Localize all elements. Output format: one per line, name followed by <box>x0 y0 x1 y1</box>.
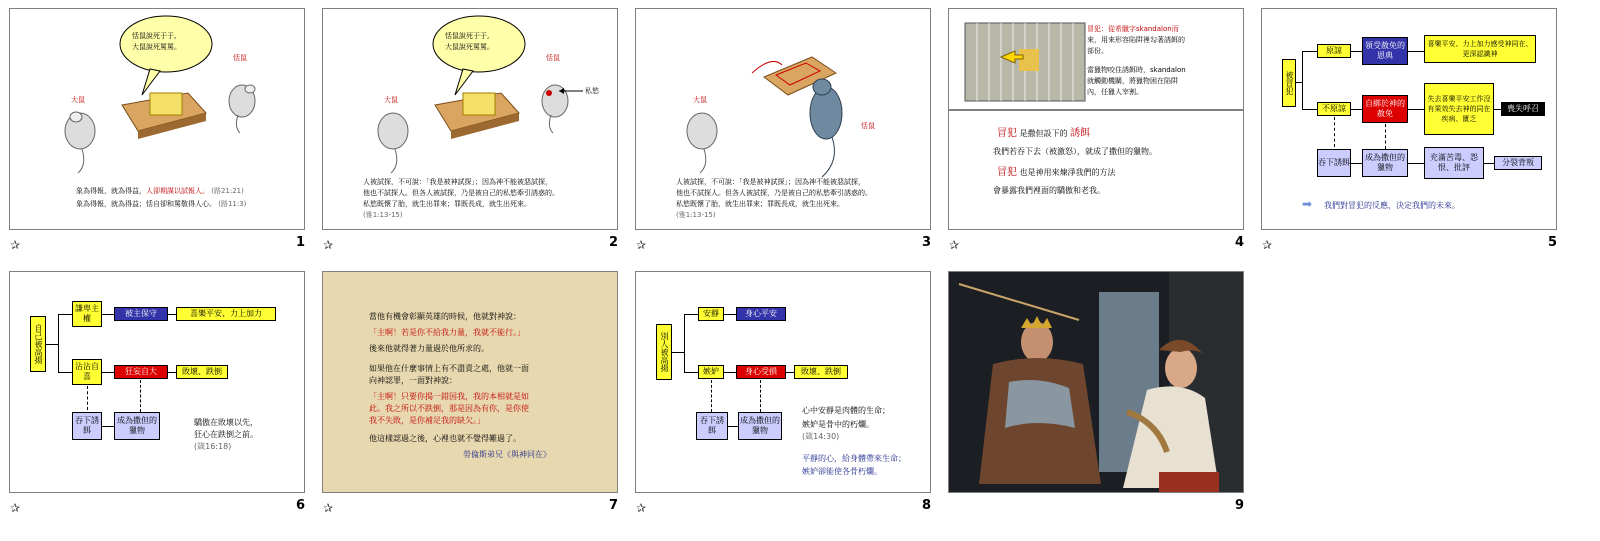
quote-ref: (箴16:18) <box>194 442 232 451</box>
label-big-mouse: 大鼠 <box>693 96 707 104</box>
intro-line-3: 部份。 <box>1087 47 1108 55</box>
quote-line-2: 狂心在跌倒之前。 <box>194 430 258 439</box>
point-1-detail: 我們若吞下去（被激怒），就成了撒但的獵物。 <box>993 147 1157 156</box>
slide-1-star-icon[interactable]: ✰ <box>10 238 21 252</box>
slide-5-number: 5 <box>1547 235 1557 250</box>
node-quiet: 安靜 <box>698 307 724 321</box>
node-split: 分裂背叛 <box>1494 156 1542 170</box>
node-body-peace: 身心平安 <box>736 307 786 321</box>
label-big-mouse: 大鼠 <box>71 96 85 104</box>
node-swallow-bait: 吞下誘餌 <box>1317 149 1351 177</box>
node-self-exalted: 自己被高揚 <box>30 316 46 372</box>
bubble-line-2: 大鼠說死罵罵。 <box>445 43 494 51</box>
slide-2[interactable] <box>322 8 618 230</box>
node-joy: 喜樂平安、力上加力感受神同在、更深認識神 <box>1424 35 1536 63</box>
node-kept: 被主保守 <box>114 307 168 321</box>
node-lose-calling: 喪失呼召 <box>1501 102 1545 116</box>
node-become-prey: 成為撒但的獵物 <box>114 412 160 440</box>
verse-line-3: 私慾既懷了胎，就生出罪來；罪既長成，就生出死來。 <box>363 200 531 208</box>
text-line-2: 「主啊！若是你不給我力量，我就不能行。」 <box>369 328 525 337</box>
node-humble: 謙卑主權 <box>72 301 102 327</box>
quote-ref: (箴14:30) <box>802 432 840 441</box>
verse-line-2: 象為得報，就為得益；恬自卻和罵敬得人心。 (路11:3) <box>76 200 247 208</box>
slide-1-number: 1 <box>295 235 305 250</box>
intro-line-4: 當獵物咬住誘餌時，skandalon <box>1087 66 1186 74</box>
slide-5[interactable] <box>1261 8 1557 230</box>
point-1: 冒犯 是撒但設下的 誘餌 <box>997 128 1091 139</box>
point-2: 冒犯 也是神用來煉淨我們的方法 <box>997 167 1116 178</box>
slide-5-panel[interactable] <box>1261 8 1561 254</box>
verse-ref: (雅1:13-15) <box>363 211 403 219</box>
verse-ref: (雅1:13-15) <box>676 211 716 219</box>
big-mouse-icon <box>378 113 408 173</box>
node-fall: 敗壞、跌倒 <box>176 365 228 379</box>
slide-9-panel[interactable] <box>948 271 1248 517</box>
slide-3-star-icon[interactable]: ✰ <box>636 238 647 252</box>
slide-4-star-icon[interactable]: ✰ <box>949 238 960 252</box>
verse-line-3: 私慾既懷了胎，就生出罪來；罪既長成，就生出死來。 <box>676 200 844 208</box>
slide-8[interactable] <box>635 271 931 493</box>
node-unforgive: 不原諒 <box>1317 102 1351 116</box>
slide-2-panel[interactable] <box>322 8 622 254</box>
point-2-detail: 會暴露我們裡面的驕傲和老我。 <box>993 186 1105 195</box>
node-become-prey: 成為撒但的獵物 <box>1362 149 1408 177</box>
intro-line-6: 內，任獵人宰割。 <box>1087 88 1143 96</box>
text-line-1: 當他有機會彰顯英雄的時候，他就對神說： <box>369 312 521 321</box>
node-offended: 被冒犯 <box>1282 59 1296 107</box>
text-line-3: 後來他就得著力量過於他所求的。 <box>369 344 489 353</box>
node-complacent: 沾沾自喜 <box>72 359 102 385</box>
slide-3[interactable] <box>635 8 931 230</box>
quote-line-1: 心中安靜是肉體的生命； <box>802 406 890 415</box>
verse-line-1: 象為得報，就為得益，人卻期謀以試報人。 (路21:21) <box>76 187 244 195</box>
node-swallow-bait: 吞下誘餌 <box>696 412 728 440</box>
verse-line-2: 他也不試探人。但各人被試探，乃是被自己的私慾牽引誘惑的。 <box>676 189 872 197</box>
slide-1-panel[interactable] <box>9 8 309 254</box>
slide-9-number: 9 <box>1234 498 1244 513</box>
slide-6-panel[interactable] <box>9 271 309 517</box>
slide-6-number: 6 <box>295 498 305 513</box>
node-other-exalted: 別人被高揚 <box>656 324 672 380</box>
node-lose: 失去喜樂平安工作沒有果效失去神的同在疾病、匱乏 <box>1424 83 1494 135</box>
node-self-bind: 自綁於神的赦免 <box>1362 95 1408 123</box>
text-line-9: 他這樣認過之後，心裡也就不覺得難過了。 <box>369 434 521 443</box>
bubble-line-1: 恬鼠說死于于, <box>132 32 177 40</box>
label-small-mouse: 恬鼠 <box>861 122 875 130</box>
bubble-line-1: 恬鼠說死于于, <box>445 32 490 40</box>
verse-line-1: 人被試探，不可說：「我是被神試探」；因為神不能被惡試探， <box>363 178 552 186</box>
node-arrogant: 狂妄自大 <box>114 365 168 379</box>
arrow-right-icon: ➡ <box>1302 197 1313 211</box>
label-small-mouse: 恬鼠 <box>233 54 247 62</box>
quote-line-3: 平靜的心，給身體帶來生命； <box>802 454 906 463</box>
intro-line-2: 來，用來形容陷阱裡勾著誘餌的 <box>1087 36 1185 44</box>
slide-3-panel[interactable] <box>635 8 935 254</box>
node-joy: 喜樂平安、力上加力 <box>176 307 276 321</box>
node-become-prey: 成為撒但的獵物 <box>738 412 782 440</box>
small-mouse-icon <box>229 85 255 133</box>
node-fall: 敗壞、跌倒 <box>794 365 848 379</box>
node-bitterness: 充滿苦毒、怨恨、批評 <box>1424 147 1484 179</box>
small-mouse-icon <box>542 85 568 133</box>
intro-line-1: 冒犯：從希臘字skandalon而 <box>1087 25 1179 33</box>
slide-5-star-icon[interactable]: ✰ <box>1262 238 1273 252</box>
node-swallow-bait: 吞下誘餌 <box>72 412 102 440</box>
label-small-mouse: 恬鼠 <box>546 54 560 62</box>
painting-image <box>949 272 1244 493</box>
text-line-4: 如果他在什麼事情上有不盡責之處，他就一面 <box>369 364 529 373</box>
slide-2-number: 2 <box>608 235 618 250</box>
quote-line-2: 嫉妒是骨中的朽爛。 <box>802 420 874 429</box>
big-mouse-icon <box>65 112 95 173</box>
quote-line-4: 嫉妒卻能使各骨朽爛。 <box>802 467 882 476</box>
slide-1[interactable] <box>9 8 305 230</box>
label-big-mouse: 大鼠 <box>384 96 398 104</box>
text-line-7: 此。我之所以不跌倒，那是因為有你，是你使 <box>369 404 529 413</box>
slide-7-star-icon[interactable]: ✰ <box>323 501 334 515</box>
quote-line-1: 驕傲在敗壞以先， <box>194 418 258 427</box>
node-harmed: 身心受損 <box>736 365 786 379</box>
slide-7-number: 7 <box>608 498 618 513</box>
slide-2-star-icon[interactable]: ✰ <box>323 238 334 252</box>
slide-8-star-icon[interactable]: ✰ <box>636 501 647 515</box>
slide-6[interactable] <box>9 271 305 493</box>
slide-9[interactable] <box>948 271 1244 493</box>
slide-4-panel[interactable] <box>948 8 1248 254</box>
text-line-5: 向神認罪，一面對神說： <box>369 376 457 385</box>
big-mouse-icon <box>687 113 717 173</box>
arrow-label: 私慾 <box>585 87 599 95</box>
slide-7[interactable] <box>322 271 618 493</box>
bubble-line-2: 大鼠說死罵罵。 <box>132 43 181 51</box>
source-citation: 勞倫斯弟兄《與神同在》 <box>463 450 551 459</box>
node-receive-grace: 領受赦免的恩典 <box>1362 37 1408 65</box>
text-line-6: 「主啊！只要你揭一錯因我，我的本相就是如 <box>369 392 529 401</box>
footer-text: 我們對冒犯的反應，決定我們的未來。 <box>1324 201 1460 210</box>
slide-7-panel[interactable] <box>322 271 622 517</box>
node-forgive: 原諒 <box>1317 44 1351 58</box>
node-envy: 嫉妒 <box>698 365 724 379</box>
verse-line-1: 人被試探，不可說：「我是被神試探」；因為神不能被惡試探， <box>676 178 865 186</box>
slide-4-number: 4 <box>1234 235 1244 250</box>
slide-3-number: 3 <box>921 235 931 250</box>
slide-8-panel[interactable] <box>635 271 935 517</box>
verse-line-2: 他也不試探人。但各人被試探，乃是被自己的私慾牽引誘惑的。 <box>363 189 559 197</box>
slide-8-number: 8 <box>921 498 931 513</box>
slide-4[interactable] <box>948 8 1244 230</box>
intro-line-5: 就觸動機關，將獵物困在陷阱 <box>1087 77 1178 85</box>
text-line-8: 我不失敗，是你補足我的缺欠。」 <box>369 416 485 425</box>
slide-6-star-icon[interactable]: ✰ <box>10 501 21 515</box>
trapped-mouse-icon <box>810 79 842 177</box>
